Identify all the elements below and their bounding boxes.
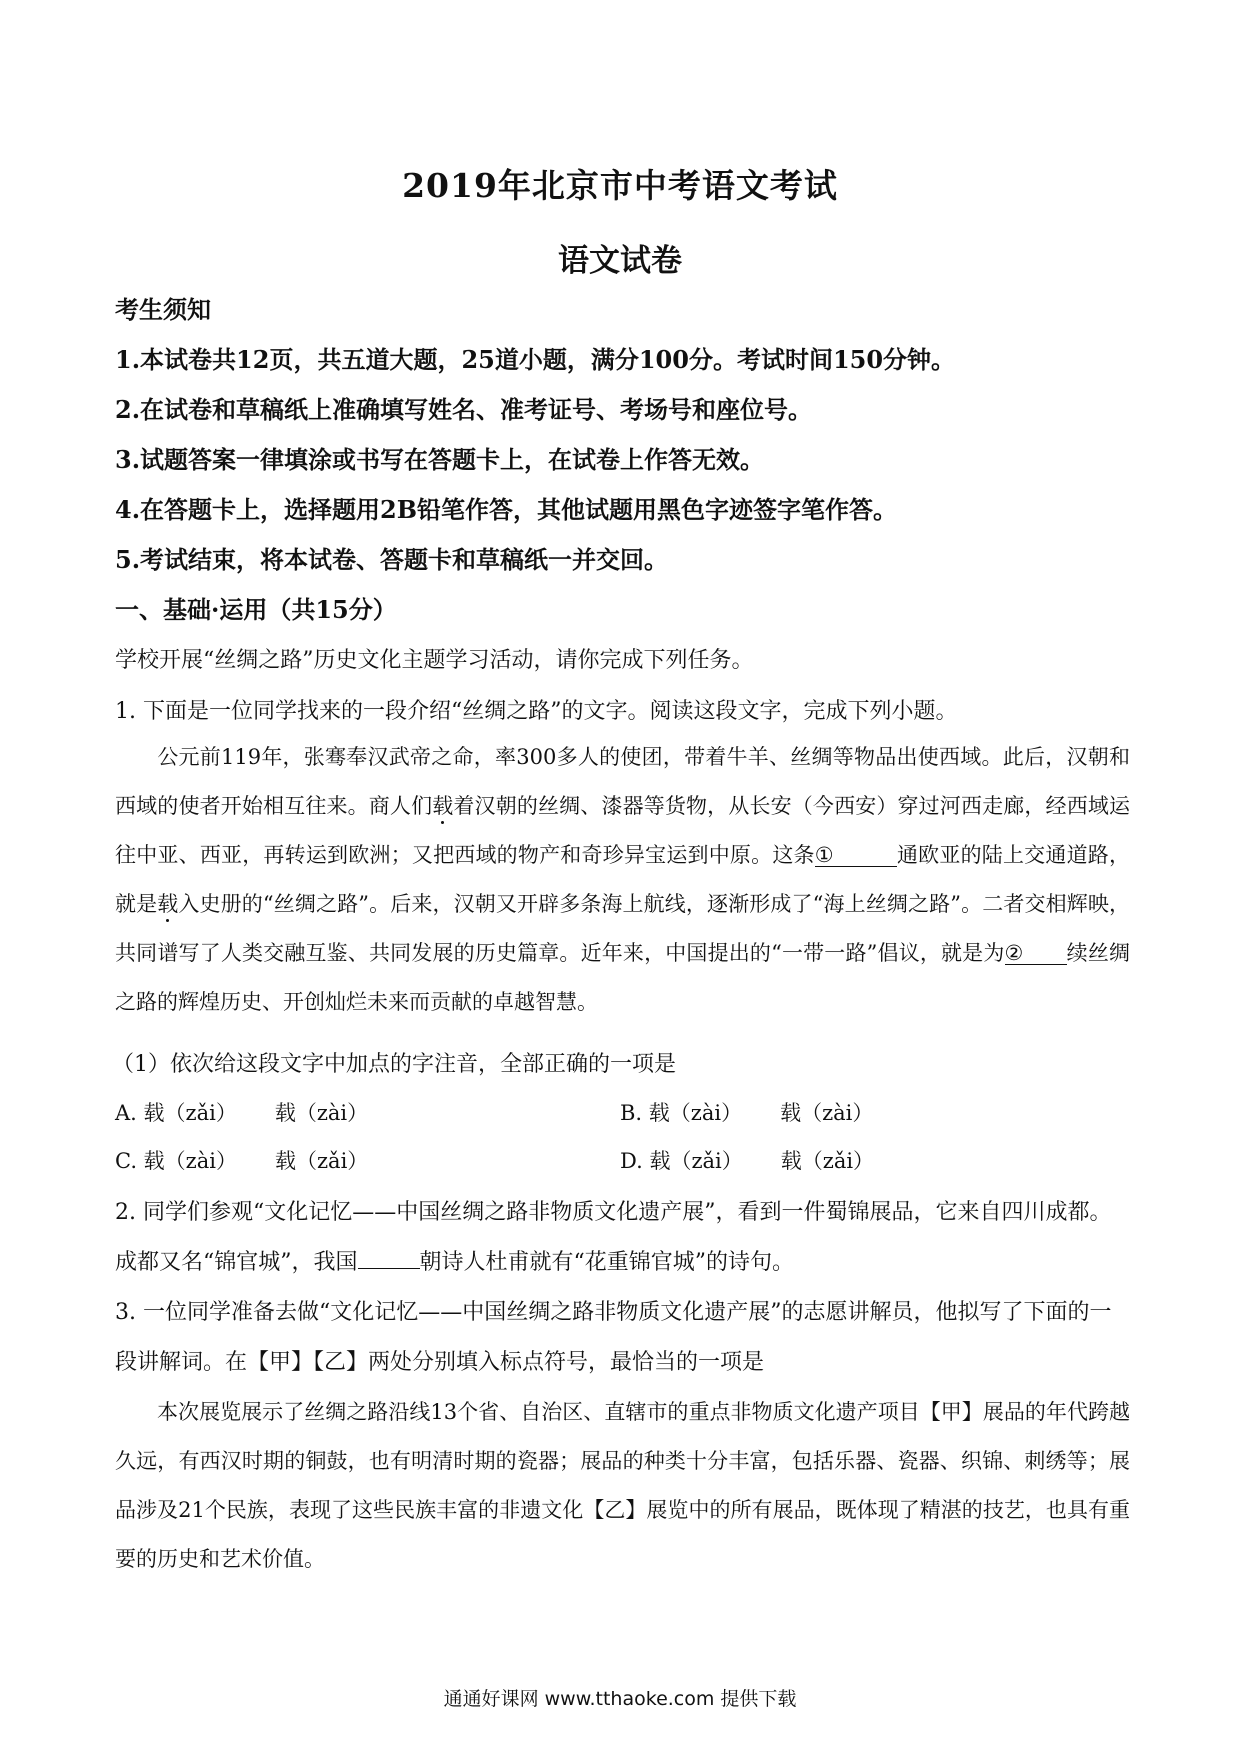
option-d [620,1145,874,1175]
exam-subtitle: 语文试卷 [558,243,682,279]
passage-text-4: 入史册的“丝绸之路”。后来，汉朝又开辟多条海上航线，逐渐形成了“海上丝绸之路”。二者交相辉映，共同谱写了人类交融互鉴、共同发展的历史篇章。近年来，中国提出的“一带一路”倡议，就是为 [115,892,1130,965]
option-a-second: 载（zài） [274,1101,369,1125]
option-b-first: B. 载（zài） [620,1101,743,1125]
option-b-second: 载（zài） [780,1101,874,1125]
blank-dynasty [358,1268,420,1269]
question-2-line-2 [115,1245,794,1276]
passage-text-3: 通欧亚的陆上交通道路，就是 [115,843,1130,916]
option-c-second: 载（zǎi） [274,1149,369,1173]
blank-2: ② [1005,942,1067,965]
passage-text-2: 着汉朝的丝绸、漆器等货物，从长安（今西安）穿过河西走廊，经西域运往中亚、西亚，再转运到欧洲；又把西域的物产和奇珍异宝运到中原。这条 [115,794,1131,867]
exhibition-passage [115,1388,1130,1584]
option-c-first: C. 载（zài） [115,1149,237,1173]
option-d-first: D. 载（zǎi） [620,1149,743,1173]
question-2-line-1: 2. 同学们参观“文化记忆——中国丝绸之路非物质文化遗产展”，看到一件蜀锦展品，它来自四川成都。 [115,1200,1112,1225]
section-heading: 一、基础·运用（共15分） [115,595,397,624]
page-footer: 通通好课网 www.tthaoke.com 提供下载 [443,1688,797,1710]
blank-1: ① [815,844,897,867]
option-a-first: A. 载（zǎi） [115,1101,237,1125]
exam-title: 2019年北京市中考语文考试 [402,166,838,205]
notice-item-3: 3.试题答案一律填涂或书写在答题卡上，在试卷上作答无效。 [115,445,765,474]
option-d-second: 载（zǎi） [780,1149,875,1173]
sub-question-1: （1）依次给这段文字中加点的字注音，全部正确的一项是 [112,1052,676,1077]
dotted-char-2: 载 [157,892,179,916]
section-intro: 学校开展“丝绸之路”历史文化主题学习活动，请你完成下列任务。 [115,648,754,673]
exhibition-text: 本次展览展示了丝绸之路沿线13个省、自治区、直辖市的重点非物质文化遗产项目【甲】展品的年代跨越久远，有西汉时期的铜鼓，也有明清时期的瓷器；展品的种类十分丰富，包括乐器、瓷器、织锦、刺绣等；展品涉及21个民族，表现了这些民族丰富的非遗文化【乙】展览中的所有展品，既体现了精湛的技艺，也具有重要的历史和艺术价值。 [115,1400,1130,1571]
option-a [115,1097,368,1127]
option-b [620,1097,873,1127]
dotted-char-1: 载 [432,794,454,818]
notice-item-4: 4.在答题卡上，选择题用2B铅笔作答，其他试题用黑色字迹签字笔作答。 [115,495,898,524]
question-2-text-a: 成都又名“锦官城”，我国 [115,1250,358,1275]
question-3-line-1: 3. 一位同学准备去做“文化记忆——中国丝绸之路非物质文化遗产展”的志愿讲解员，他拟写了下面的一 [115,1300,1112,1325]
question-3-line-2: 段讲解词。在【甲】【乙】两处分别填入标点符号，最恰当的一项是 [115,1350,765,1375]
question-1-stem: 1. 下面是一位同学找来的一段介绍“丝绸之路”的文字。阅读这段文字，完成下列小题。 [115,699,958,724]
notice-item-2: 2.在试卷和草稿纸上准确填写姓名、准考证号、考场号和座位号。 [115,395,813,424]
passage-text-1: 公元前119年，张骞奉汉武帝之命，率300多人的使团，带着牛羊、丝绸等物品出使西域。此后，汉朝和西域的使者开始相互往来。商人们 [115,745,1130,818]
notice-heading: 考生须知 [115,295,211,324]
notice-item-5: 5.考试结束，将本试卷、答题卡和草稿纸一并交回。 [115,545,669,574]
silk-road-passage [115,733,1130,1027]
notice-item-1: 1.本试卷共12页，共五道大题，25道小题，满分100分。考试时间150分钟。 [115,345,956,374]
question-2-text-b: 朝诗人杜甫就有“花重锦官城”的诗句。 [419,1250,794,1275]
passage-text-5: 续丝绸之路的辉煌历史、开创灿烂未来而贡献的卓越智慧。 [115,941,1131,1014]
option-c [115,1145,368,1175]
